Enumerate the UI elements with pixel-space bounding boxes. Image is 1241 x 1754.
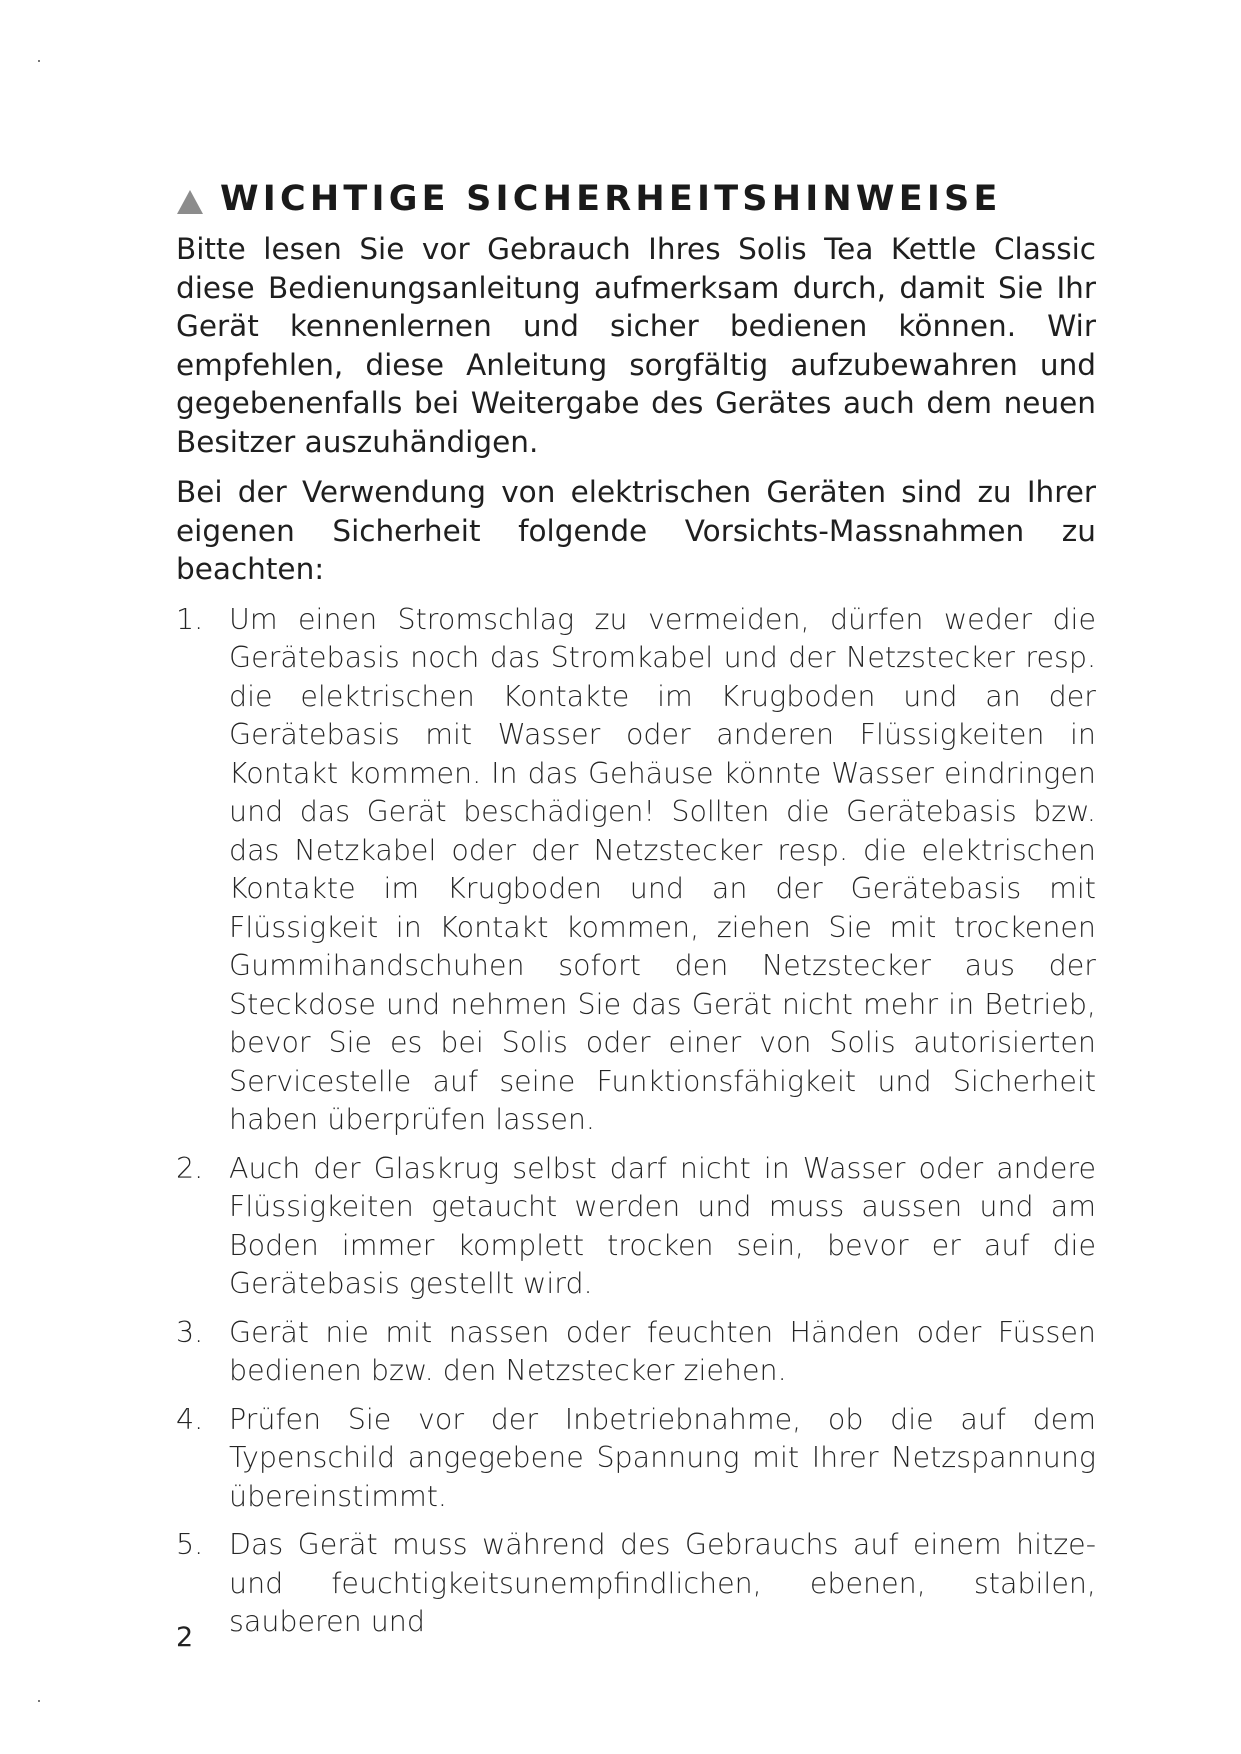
list-item-number: 3. [176, 1315, 204, 1349]
list-item-text: Auch der Glaskrug selbst darf nicht in Wasser oder andere Flüssigkeiten getaucht werden und muss aussen und am Boden immer komplett trocken sein, bevor er auf die Gerätebasis gestellt wird. [229, 1151, 1096, 1300]
intro-paragraph-2: Bei der Verwendung von elektrischen Geräten sind zu Ihrer eigenen Sicherheit folgende Vorsichts-Massnahmen zu beachten: [176, 475, 1096, 586]
list-item-text: Um einen Stromschlag zu vermeiden, dürfen weder die Gerätebasis noch das Stromkabel und der Netzstecker resp. die elektrischen Kontakte im Krugboden und an der Gerätebasis mit Wasser oder anderen Flüssigkeiten in Kontakt kommen. In das Gehäuse könnte Wasser eindringen und das Gerät beschädigen! Sollten die Gerätebasis bzw. das Netzkabel oder der Netzstecker resp. die elektrischen Kontakte im Krugboden und an der Gerätebasis mit Flüssigkeit in Kontakt kommen, ziehen Sie mit trockenen Gummihandschuhen sofort den Netzstecker aus der Steckdose und nehmen Sie das Gerät nicht mehr in Betrieb, bevor Sie es bei Solis oder einer von Solis autorisierten Servicestelle auf seine Funktionsfähigkeit und Sicherheit haben überprüfen lassen. [229, 602, 1096, 1136]
crop-mark-bottom [38, 1700, 40, 1702]
manual-page [176, 174, 1096, 1652]
list-item [176, 1314, 1096, 1391]
section-header [176, 174, 1096, 224]
section-title: WICHTIGE SICHERHEITSHINWEISE [220, 179, 1002, 219]
list-item-text: Das Gerät muss während des Gebrauchs auf einem hitze- und feuchtigkeitsunempfindlichen, ebenen, stabilen, sauberen und [229, 1528, 1096, 1638]
page-number: 2 [176, 1622, 194, 1653]
list-item [176, 1401, 1096, 1517]
list-item [176, 1150, 1096, 1304]
list-item-number: 1. [176, 602, 204, 636]
list-item-number: 5. [176, 1528, 204, 1561]
list-item-number: 4. [176, 1402, 204, 1436]
intro-paragraph-1: Bitte lesen Sie vor Gebrauch Ihres Solis Tea Kettle Classic diese Bedienungsanleitung aufmerksam durch, damit Sie Ihr Gerät kennenlernen und sicher bedienen können. Wir empfehlen, diese Anleitung sorgfältig aufzubewahren und gegebenenfalls bei Weitergabe des Gerätes auch dem neuen Besitzer auszuhändigen. [176, 232, 1096, 459]
safety-instructions-list [176, 601, 1096, 1642]
crop-mark-top [38, 60, 40, 62]
warning-triangle-icon [176, 189, 204, 215]
list-item-text: Prüfen Sie vor der Inbetriebnahme, ob die auf dem Typenschild angegebene Spannung mit Ihrer Netzspannung übereinstimmt. [229, 1402, 1096, 1513]
list-item-number: 2. [176, 1151, 204, 1185]
list-item-text: Gerät nie mit nassen oder feuchten Händen oder Füssen bedienen bzw. den Netzstecker ziehen. [229, 1315, 1096, 1387]
list-item [176, 1526, 1096, 1642]
list-item [176, 601, 1096, 1140]
